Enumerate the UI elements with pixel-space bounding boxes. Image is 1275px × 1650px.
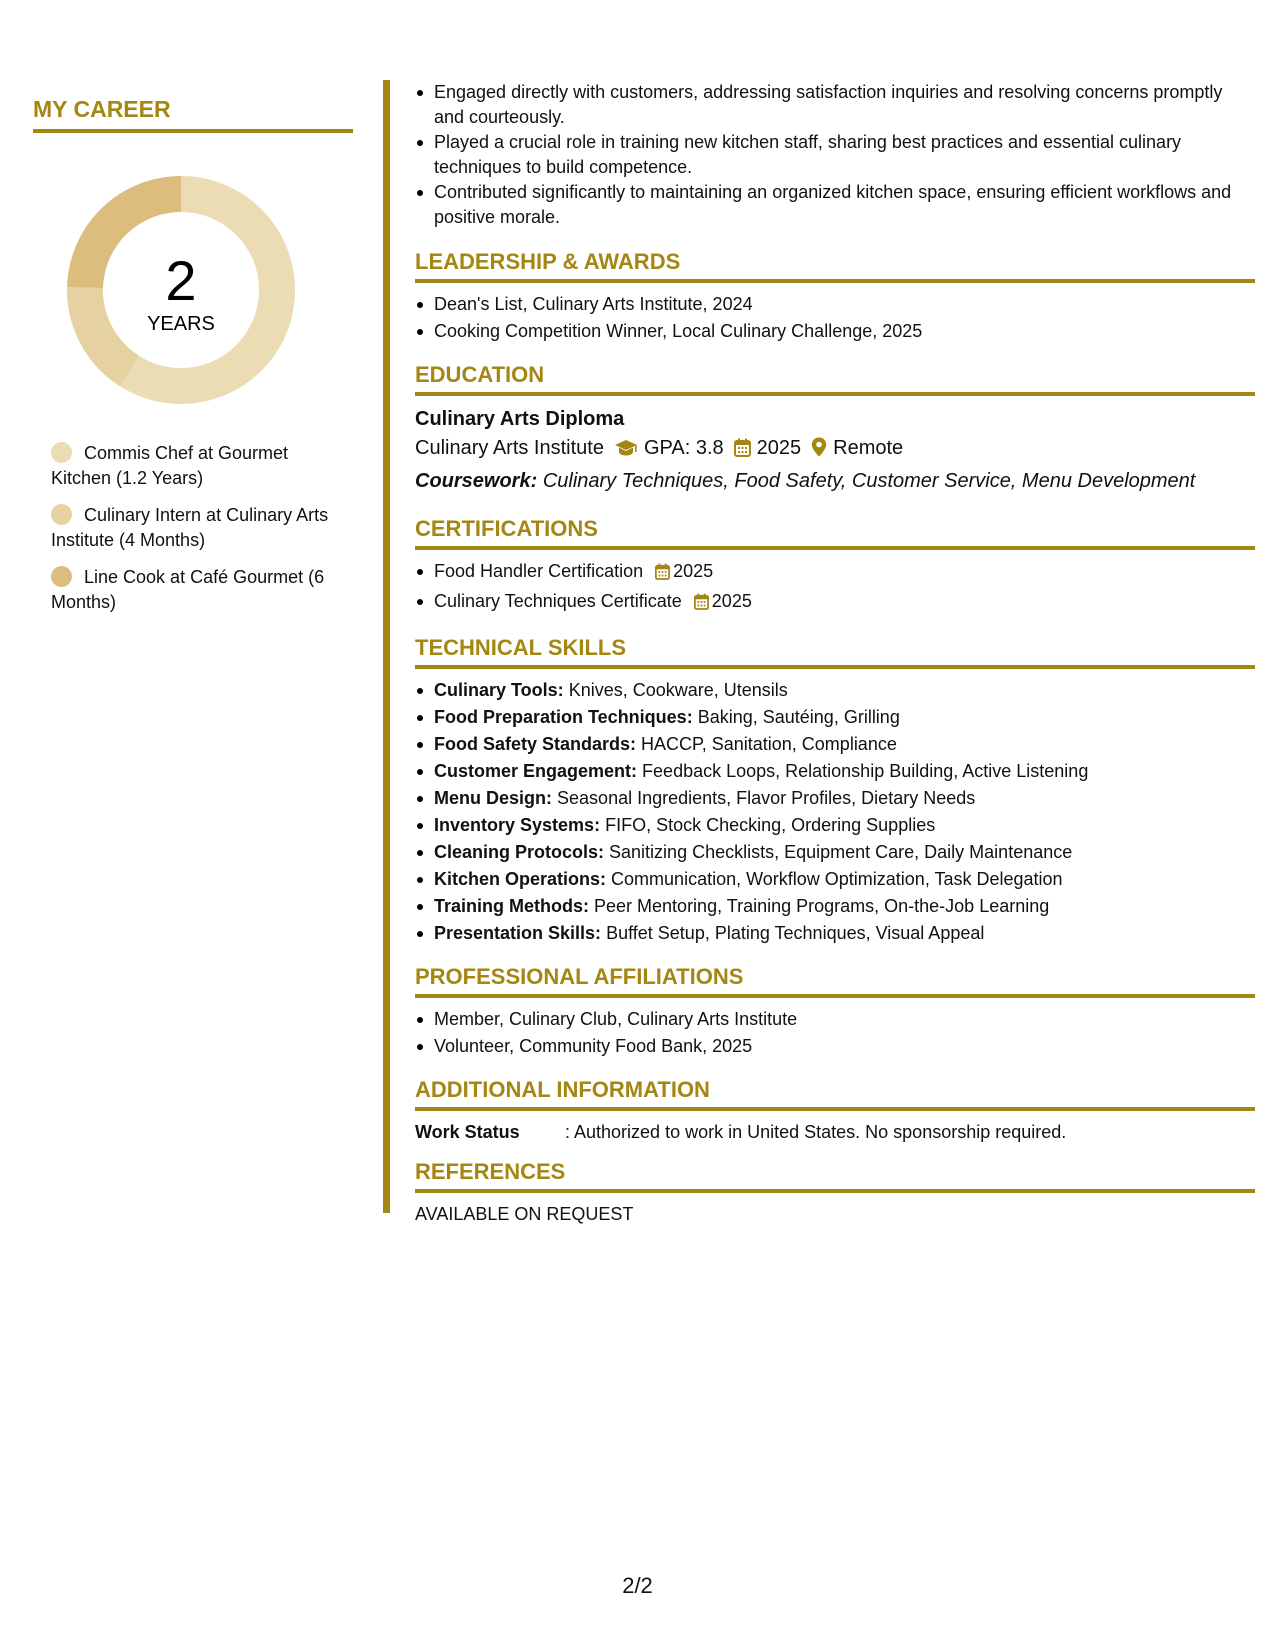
skill-value: HACCP, Sanitation, Compliance [641, 734, 897, 754]
coursework-label: Coursework: [415, 470, 538, 492]
donut-total-unit: YEARS [147, 313, 215, 335]
skills-title: TECHNICAL SKILLS [415, 633, 1255, 669]
legend-dot [51, 566, 72, 587]
column-divider [383, 80, 390, 1213]
donut-total-value: 2 [165, 249, 197, 312]
certification-item [415, 559, 1255, 587]
education-school: Culinary Arts Institute [415, 437, 604, 459]
experience-bullet: Played a crucial role in training new kitchen staff, sharing best practices and essential culinary techniques to build competence. [415, 130, 1255, 180]
skill-label: Food Preparation Techniques: [434, 707, 693, 727]
legend-item [51, 565, 341, 615]
coursework-value: Culinary Techniques, Food Safety, Customer Service, Menu Development [542, 470, 1196, 492]
skill-item [415, 678, 1255, 703]
certification-item [415, 589, 1255, 617]
skill-item [415, 705, 1255, 730]
map-pin-icon [811, 436, 827, 466]
skill-value: Buffet Setup, Plating Techniques, Visual Appeal [606, 923, 985, 943]
certifications-title: CERTIFICATIONS [415, 514, 1255, 550]
career-heading: MY CAREER [33, 96, 353, 133]
certification-year: 2025 [711, 591, 752, 611]
certifications-list [415, 559, 1255, 617]
leadership-title: LEADERSHIP & AWARDS [415, 247, 1255, 283]
certification-name: Culinary Techniques Certificate [434, 591, 682, 611]
donut-center [66, 175, 296, 405]
legend-dot [51, 442, 72, 463]
experience-bullet: Contributed significantly to maintaining an organized kitchen space, ensuring efficient workflows and positive morale. [415, 180, 1255, 230]
legend-label: Culinary Intern at Culinary Arts Institute (4 Months) [51, 505, 329, 550]
skill-label: Menu Design: [434, 788, 553, 808]
skill-value: Sanitizing Checklists, Equipment Care, Daily Maintenance [609, 842, 1073, 862]
education-coursework [415, 466, 1255, 496]
skill-item [415, 840, 1255, 865]
skill-value: Baking, Sautéing, Grilling [697, 707, 900, 727]
work-status-row [415, 1120, 1255, 1145]
education-year: 2025 [756, 437, 802, 459]
calendar-icon [734, 436, 751, 466]
skills-list [415, 678, 1255, 946]
skill-label: Culinary Tools: [434, 680, 564, 700]
skill-item [415, 867, 1255, 892]
certification-year: 2025 [673, 561, 714, 581]
page-number: 2/2 [622, 1573, 653, 1598]
skill-item [415, 813, 1255, 838]
education-meta [415, 433, 1255, 466]
skill-item [415, 921, 1255, 946]
affiliation-item: Member, Culinary Club, Culinary Arts Institute [415, 1007, 1255, 1032]
skill-label: Inventory Systems: [434, 815, 601, 835]
certification-name: Food Handler Certification [434, 561, 644, 581]
experience-bullet: Engaged directly with customers, addressing satisfaction inquiries and resolving concerns promptly and courteously. [415, 80, 1255, 130]
skill-item [415, 732, 1255, 757]
skill-label: Food Safety Standards: [434, 734, 637, 754]
leadership-item: Cooking Competition Winner, Local Culinary Challenge, 2025 [415, 319, 1255, 344]
career-donut-chart [66, 175, 296, 405]
education-location: Remote [833, 437, 904, 459]
calendar-icon [694, 592, 709, 617]
skill-value: Peer Mentoring, Training Programs, On-the-Job Learning [594, 896, 1050, 916]
skill-item [415, 759, 1255, 784]
references-title: REFERENCES [415, 1157, 1255, 1193]
education-gpa: GPA: 3.8 [643, 437, 724, 459]
skill-item [415, 894, 1255, 919]
career-legend [33, 441, 353, 615]
leadership-list [415, 292, 1255, 344]
skill-label: Cleaning Protocols: [434, 842, 605, 862]
skill-value: Knives, Cookware, Utensils [568, 680, 788, 700]
legend-label: Commis Chef at Gourmet Kitchen (1.2 Years) [51, 443, 289, 488]
education-title: EDUCATION [415, 360, 1255, 396]
education-degree: Culinary Arts Diploma [415, 408, 625, 430]
skill-item [415, 786, 1255, 811]
sidebar [33, 96, 353, 627]
experience-bullets [415, 80, 1255, 230]
skill-value: Feedback Loops, Relationship Building, Active Listening [642, 761, 1089, 781]
legend-item [51, 503, 341, 553]
skill-value: Seasonal Ingredients, Flavor Profiles, Dietary Needs [557, 788, 976, 808]
work-status-value: : Authorized to work in United States. No sponsorship required. [565, 1122, 1067, 1142]
skill-label: Training Methods: [434, 896, 589, 916]
affiliations-title: PROFESSIONAL AFFILIATIONS [415, 962, 1255, 998]
affiliation-item: Volunteer, Community Food Bank, 2025 [415, 1034, 1255, 1059]
references-text: AVAILABLE ON REQUEST [415, 1204, 634, 1224]
leadership-item: Dean's List, Culinary Arts Institute, 2024 [415, 292, 1255, 317]
skill-label: Customer Engagement: [434, 761, 638, 781]
additional-title: ADDITIONAL INFORMATION [415, 1075, 1255, 1111]
main-content [415, 80, 1255, 1227]
calendar-icon [655, 562, 670, 587]
graduation-cap-icon [614, 436, 638, 466]
skill-label: Presentation Skills: [434, 923, 602, 943]
skill-value: FIFO, Stock Checking, Ordering Supplies [605, 815, 936, 835]
skill-value: Communication, Workflow Optimization, Task Delegation [611, 869, 1063, 889]
affiliations-list [415, 1007, 1255, 1059]
work-status-label: Work Status [415, 1122, 520, 1142]
legend-item [51, 441, 341, 491]
skill-label: Kitchen Operations: [434, 869, 607, 889]
legend-dot [51, 504, 72, 525]
legend-label: Line Cook at Café Gourmet (6 Months) [51, 567, 325, 612]
